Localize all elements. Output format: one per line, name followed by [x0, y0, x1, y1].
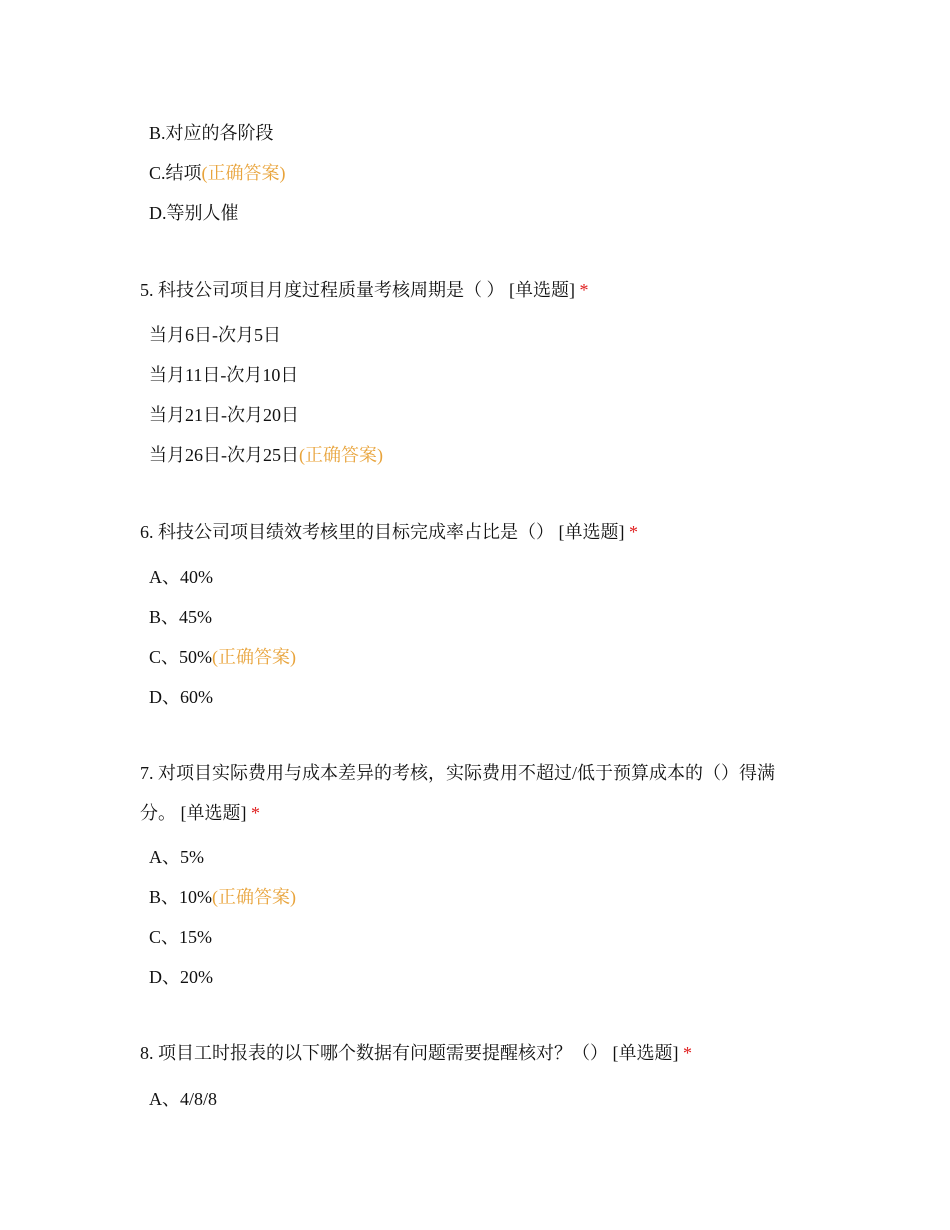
q6-title: [140, 512, 810, 552]
question-type: [单选题]: [180, 803, 247, 823]
q4-option-d[interactable]: [149, 201, 239, 225]
required-mark: *: [683, 1043, 692, 1063]
option-text: C、50%: [149, 647, 212, 667]
question-type: [单选题]: [509, 280, 575, 300]
question-type: [单选题]: [558, 522, 625, 542]
option-text: B、45%: [149, 607, 212, 627]
option-text: D.等别人催: [149, 203, 239, 223]
q6-option-d[interactable]: [149, 685, 213, 709]
correct-answer-mark: (正确答案): [212, 887, 296, 907]
q7-option-c[interactable]: [149, 925, 212, 949]
question-text: 6. 科技公司项目绩效考核里的目标完成率占比是（）: [140, 522, 554, 542]
required-mark: *: [629, 522, 638, 542]
option-text: 当月26日-次月25日: [149, 445, 299, 465]
q8-option-a[interactable]: [149, 1087, 217, 1111]
q7-option-b[interactable]: [149, 885, 296, 909]
option-text: 当月11日-次月10日: [149, 365, 299, 385]
required-mark: *: [579, 280, 589, 300]
required-mark: *: [251, 803, 260, 823]
q5-option-a[interactable]: [149, 323, 281, 347]
q8-title: [140, 1033, 810, 1073]
option-text: A、5%: [149, 847, 204, 867]
option-text: 当月21日-次月20日: [149, 405, 299, 425]
q5-option-b[interactable]: [149, 363, 298, 387]
option-text: 当月6日-次月5日: [149, 325, 281, 345]
q5-option-d[interactable]: [149, 443, 383, 467]
option-text: B.对应的各阶段: [149, 123, 274, 143]
question-text: 5. 科技公司项目月度过程质量考核周期是（ ）: [140, 280, 505, 300]
correct-answer-mark: (正确答案): [201, 163, 286, 183]
question-type: [单选题]: [612, 1043, 679, 1063]
option-text: D、60%: [149, 687, 213, 707]
q4-option-b[interactable]: [149, 121, 274, 145]
q5-option-c[interactable]: [149, 403, 299, 427]
q7-option-a[interactable]: [149, 845, 204, 869]
q6-option-c[interactable]: [149, 645, 296, 669]
option-text: A、40%: [149, 567, 213, 587]
option-text: D、20%: [149, 967, 213, 987]
question-text: 7. 对项目实际费用与成本差异的考核，实际费用不超过/低于预算成本的（）得满分。: [140, 763, 775, 823]
option-text: A、4/8/8: [149, 1089, 218, 1109]
q5-title: [140, 270, 810, 310]
option-text: C.结项: [149, 163, 202, 183]
q7-option-d[interactable]: [149, 965, 213, 989]
question-text: 8. 项目工时报表的以下哪个数据有问题需要提醒核对？（）: [140, 1043, 608, 1063]
correct-answer-mark: (正确答案): [212, 647, 296, 667]
correct-answer-mark: (正确答案): [299, 445, 383, 465]
option-text: C、15%: [149, 927, 212, 947]
q4-option-c[interactable]: [149, 161, 286, 185]
option-text: B、10%: [149, 887, 212, 907]
q6-option-b[interactable]: [149, 605, 212, 629]
q7-title: [140, 753, 810, 833]
q6-option-a[interactable]: [149, 565, 213, 589]
